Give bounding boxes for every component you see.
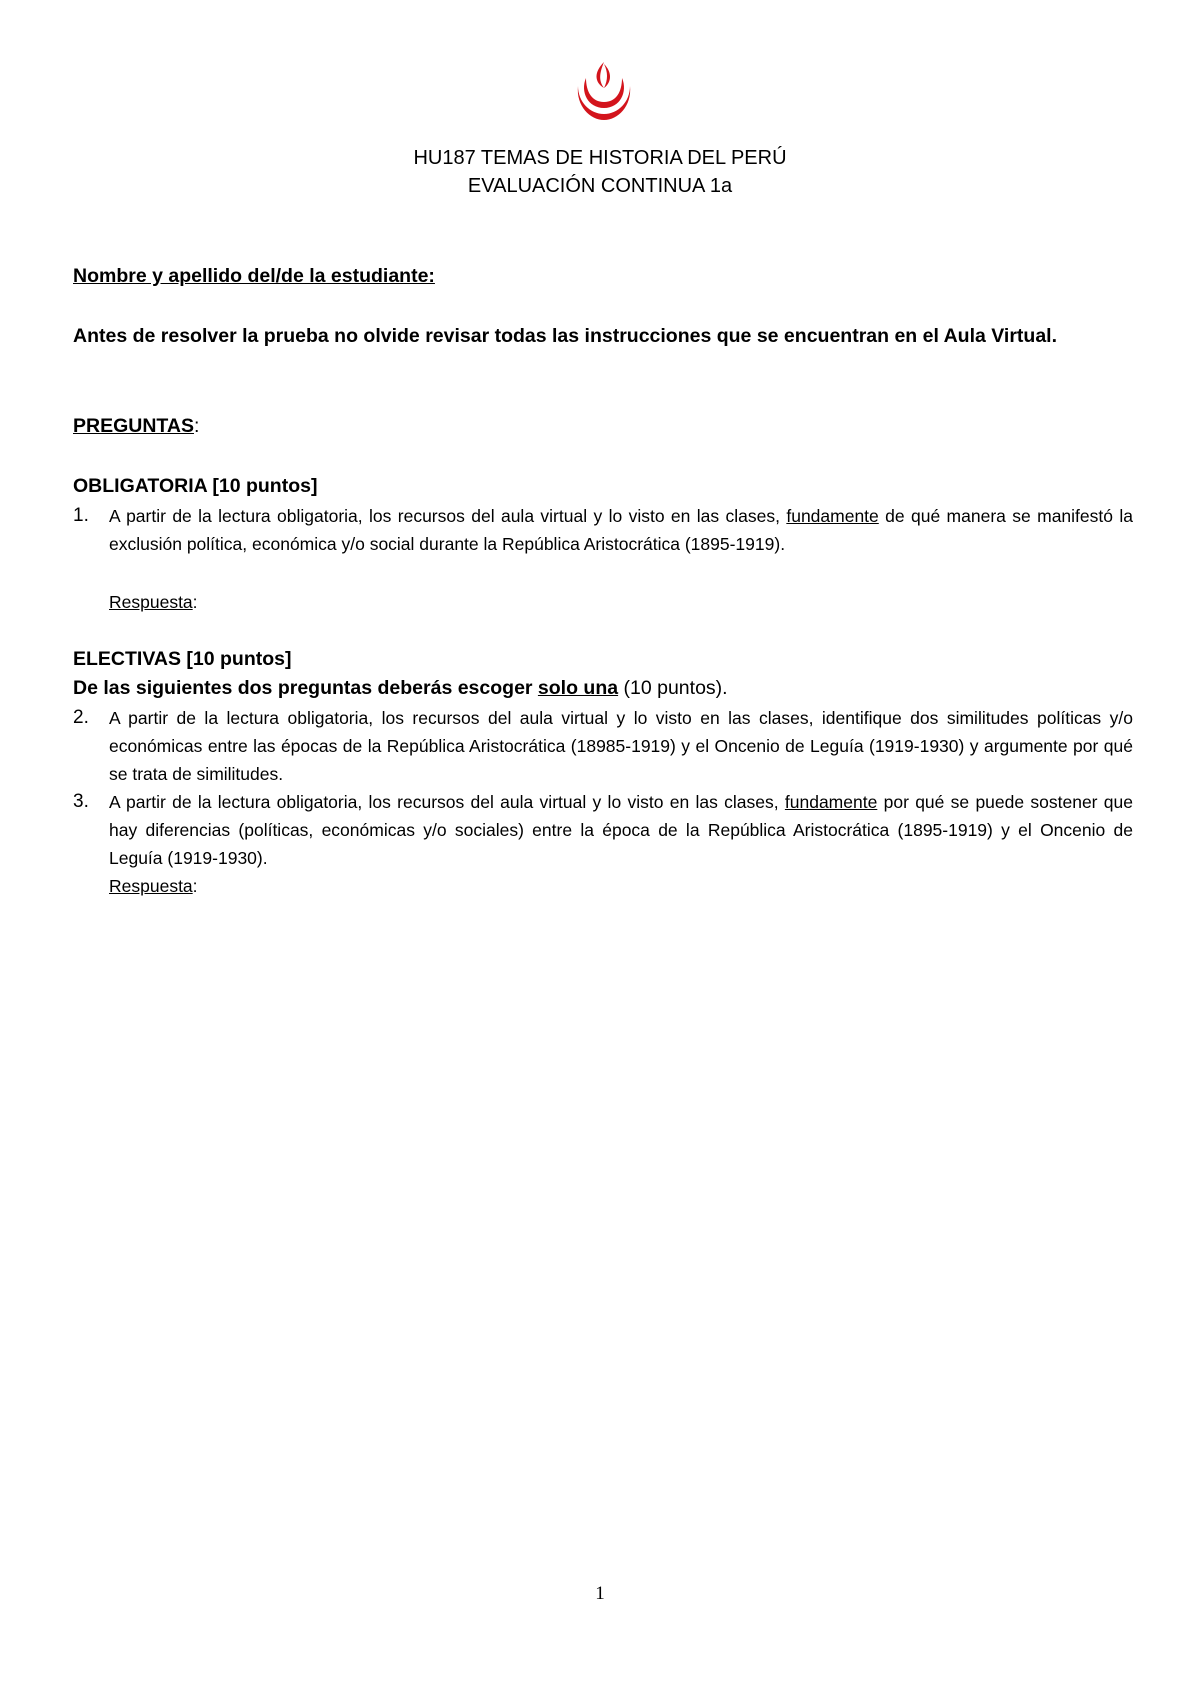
- question-3-text-a: A partir de la lectura obligatoria, los recursos del aula virtual y lo visto en las clases,: [109, 792, 785, 812]
- course-title: HU187 TEMAS DE HISTORIA DEL PERÚ: [413, 147, 787, 169]
- electives-intro: [73, 674, 1133, 703]
- answer-2: [109, 872, 1169, 900]
- question-1-text-a: A partir de la lectura obligatoria, los recursos del aula virtual y lo visto en las clases,: [109, 506, 787, 526]
- evaluation-title: EVALUACIÓN CONTINUA 1a: [467, 175, 733, 197]
- electives-intro-a: De las siguientes dos preguntas deberás escoger: [73, 677, 538, 699]
- questions-heading-suffix: :: [193, 415, 200, 437]
- question-1: [73, 502, 1133, 558]
- question-2: [73, 704, 1133, 788]
- question-3-emphasis: fundamente: [784, 792, 878, 812]
- question-1-number: 1.: [73, 505, 89, 526]
- upc-flame-logo: [572, 58, 636, 122]
- electives-intro-b: (10 puntos).: [618, 677, 728, 699]
- answer-2-label: Respuesta: [109, 876, 193, 896]
- question-2-number: 2.: [73, 707, 89, 728]
- instructions-text: Antes de resolver la prueba no olvide revisar todas las instrucciones que se encuentran en el Aula Virtual.: [73, 325, 1058, 347]
- question-3-text: [109, 788, 1133, 872]
- question-3: [73, 788, 1133, 872]
- question-1-text-b: de qué manera se manifestó la exclusión política, económica y/o social durante la República Aristocrática (1895-1919).: [109, 506, 1133, 554]
- electives-heading: ELECTIVAS [10 puntos]: [73, 648, 292, 670]
- questions-heading: [73, 412, 1133, 441]
- question-3-text-b: por qué se puede sostener que hay diferencias (políticas, económicas y/o sociales) entre la época de la República Aristocrática (1895-1919) y el Oncenio de Leguía (1919-1930).: [109, 792, 1133, 868]
- question-1-text: [109, 502, 1133, 558]
- answer-2-suffix: :: [192, 876, 198, 896]
- questions-heading-label: PREGUNTAS: [73, 415, 194, 437]
- answer-1: [109, 588, 1169, 616]
- page-number: 1: [595, 1583, 605, 1604]
- mandatory-heading: OBLIGATORIA [10 puntos]: [73, 475, 318, 497]
- question-1-emphasis: fundamente: [786, 506, 879, 526]
- question-2-text: A partir de la lectura obligatoria, los recursos del aula virtual y lo visto en las clases, identifique dos similitudes políticas y/o económicas entre las épocas de la República Aristocrática (18985-1919) y el Oncenio de Leguía (1919-1930) y argumente por qué se trata de similitudes.: [109, 708, 1133, 784]
- answer-1-suffix: :: [192, 592, 198, 612]
- electives-intro-emphasis: solo una: [537, 677, 619, 699]
- student-name-label: Nombre y apellido del/de la estudiante:: [73, 265, 435, 287]
- answer-1-label: Respuesta: [109, 592, 193, 612]
- question-3-number: 3.: [73, 791, 89, 812]
